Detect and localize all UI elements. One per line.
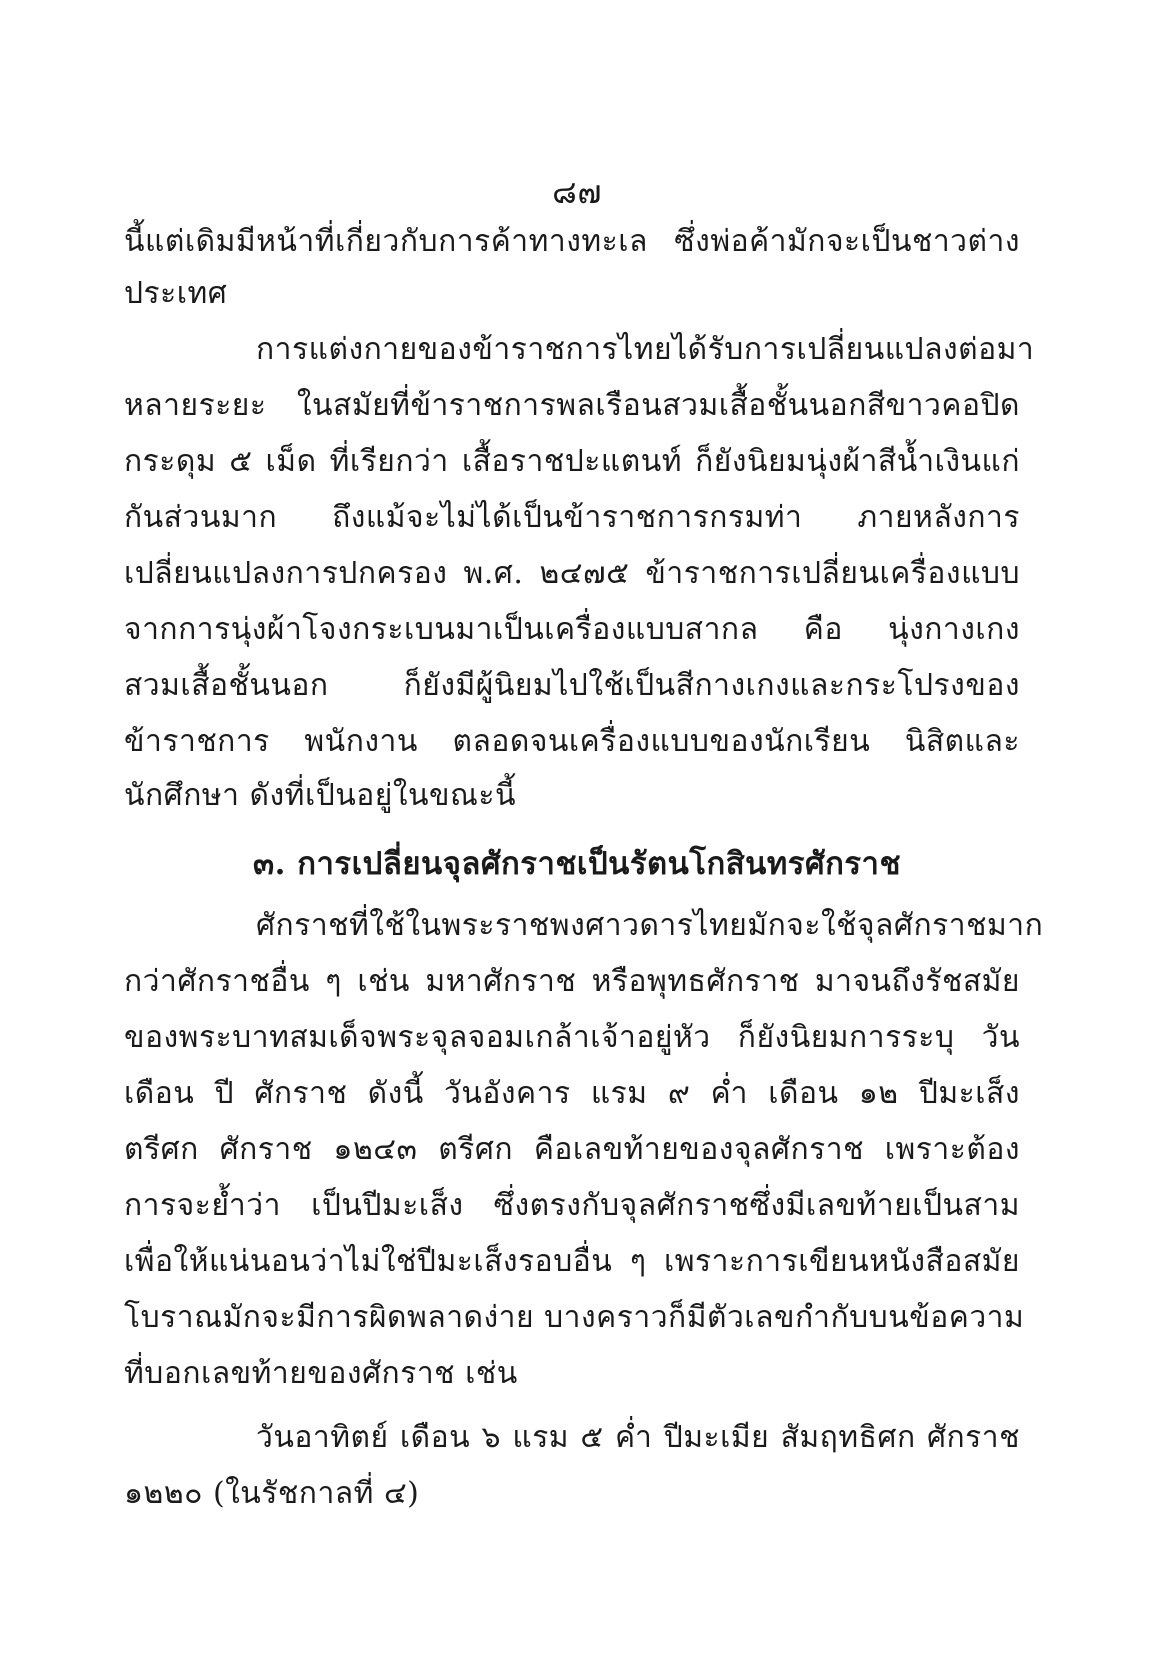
- text-line: ประเทศ: [124, 276, 228, 311]
- text-line: เดือน ปี ศักราช ดังนี้ วันอังคาร แรม ๙ ค่ำ เดือน ๑๒ ปีมะเส็ง: [124, 1076, 1020, 1111]
- text-line: ตรีศก ศักราช ๑๒๔๓ ตรีศก คือเลขท้ายของจุลศักราช เพราะต้อง: [124, 1132, 1020, 1167]
- text-line: กระดุม ๕ เม็ด ที่เรียกว่า เสื้อราชปะแตนท์ ก็ยังนิยมนุ่งผ้าสีน้ำเงินแก่: [124, 444, 1020, 479]
- text-line: กันส่วนมาก ถึงแม้จะไม่ได้เป็นข้าราชการกรมท่า ภายหลังการ: [124, 500, 1020, 535]
- text-line: นี้แต่เดิมมีหน้าที่เกี่ยวกับการค้าทางทะเล ซึ่งพ่อค้ามักจะเป็นชาวต่าง: [124, 224, 1020, 259]
- text-line: จากการนุ่งผ้าโจงกระเบนมาเป็นเครื่องแบบสากล คือ นุ่งกางเกง: [124, 612, 1020, 647]
- text-line: ๑๒๒๐ (ในรัชกาลที่ ๔): [124, 1476, 420, 1511]
- section-heading: ๓. การเปลี่ยนจุลศักราชเป็นรัตนโกสินทรศักราช: [252, 846, 902, 882]
- text-line: ข้าราชการ พนักงาน ตลอดจนเครื่องแบบของนักเรียน นิสิตและ: [124, 724, 1020, 759]
- text-line: กว่าศักราชอื่น ๆ เช่น มหาศักราช หรือพุทธศักราช มาจนถึงรัชสมัย: [124, 964, 1020, 999]
- text-line: เปลี่ยนแปลงการปกครอง พ.ศ. ๒๔๗๕ ข้าราชการเปลี่ยนเครื่องแบบ: [124, 556, 1020, 591]
- text-line: โบราณมักจะมีการผิดพลาดง่าย บางคราวก็มีตัวเลขกำกับบนข้อความ: [124, 1300, 1025, 1335]
- text-line: สวมเสื้อชั้นนอก ก็ยังมีผู้นิยมไปใช้เป็นสีกางเกงและกระโปรงของ: [124, 668, 1020, 703]
- text-line: นักศึกษา ดังที่เป็นอยู่ในขณะนี้: [124, 778, 516, 813]
- text-line: เพื่อให้แน่นอนว่าไม่ใช่ปีมะเส็งรอบอื่น ๆ เพราะการเขียนหนังสือสมัย: [124, 1244, 1020, 1279]
- text-line: ศักราชที่ใช้ในพระราชพงศาวดารไทยมักจะใช้จุลศักราชมาก: [256, 908, 1044, 943]
- text-line: วันอาทิตย์ เดือน ๖ แรม ๕ ค่ำ ปีมะเมีย สัมฤทธิศก ศักราช: [256, 1420, 1020, 1455]
- text-line: การแต่งกายของข้าราชการไทยได้รับการเปลี่ยนแปลงต่อมา: [256, 332, 1035, 367]
- page-number: ๘๗: [552, 173, 602, 211]
- text-line: หลายระยะ ในสมัยที่ข้าราชการพลเรือนสวมเสื้อชั้นนอกสีขาวคอปิด: [124, 388, 1020, 423]
- text-line: ที่บอกเลขท้ายของศักราช เช่น: [124, 1356, 518, 1391]
- text-line: ของพระบาทสมเด็จพระจุลจอมเกล้าเจ้าอยู่หัว ก็ยังนิยมการระบุ วัน: [124, 1020, 1020, 1055]
- text-line: การจะย้ำว่า เป็นปีมะเส็ง ซึ่งตรงกับจุลศักราชซึ่งมีเลขท้ายเป็นสาม: [124, 1188, 1020, 1223]
